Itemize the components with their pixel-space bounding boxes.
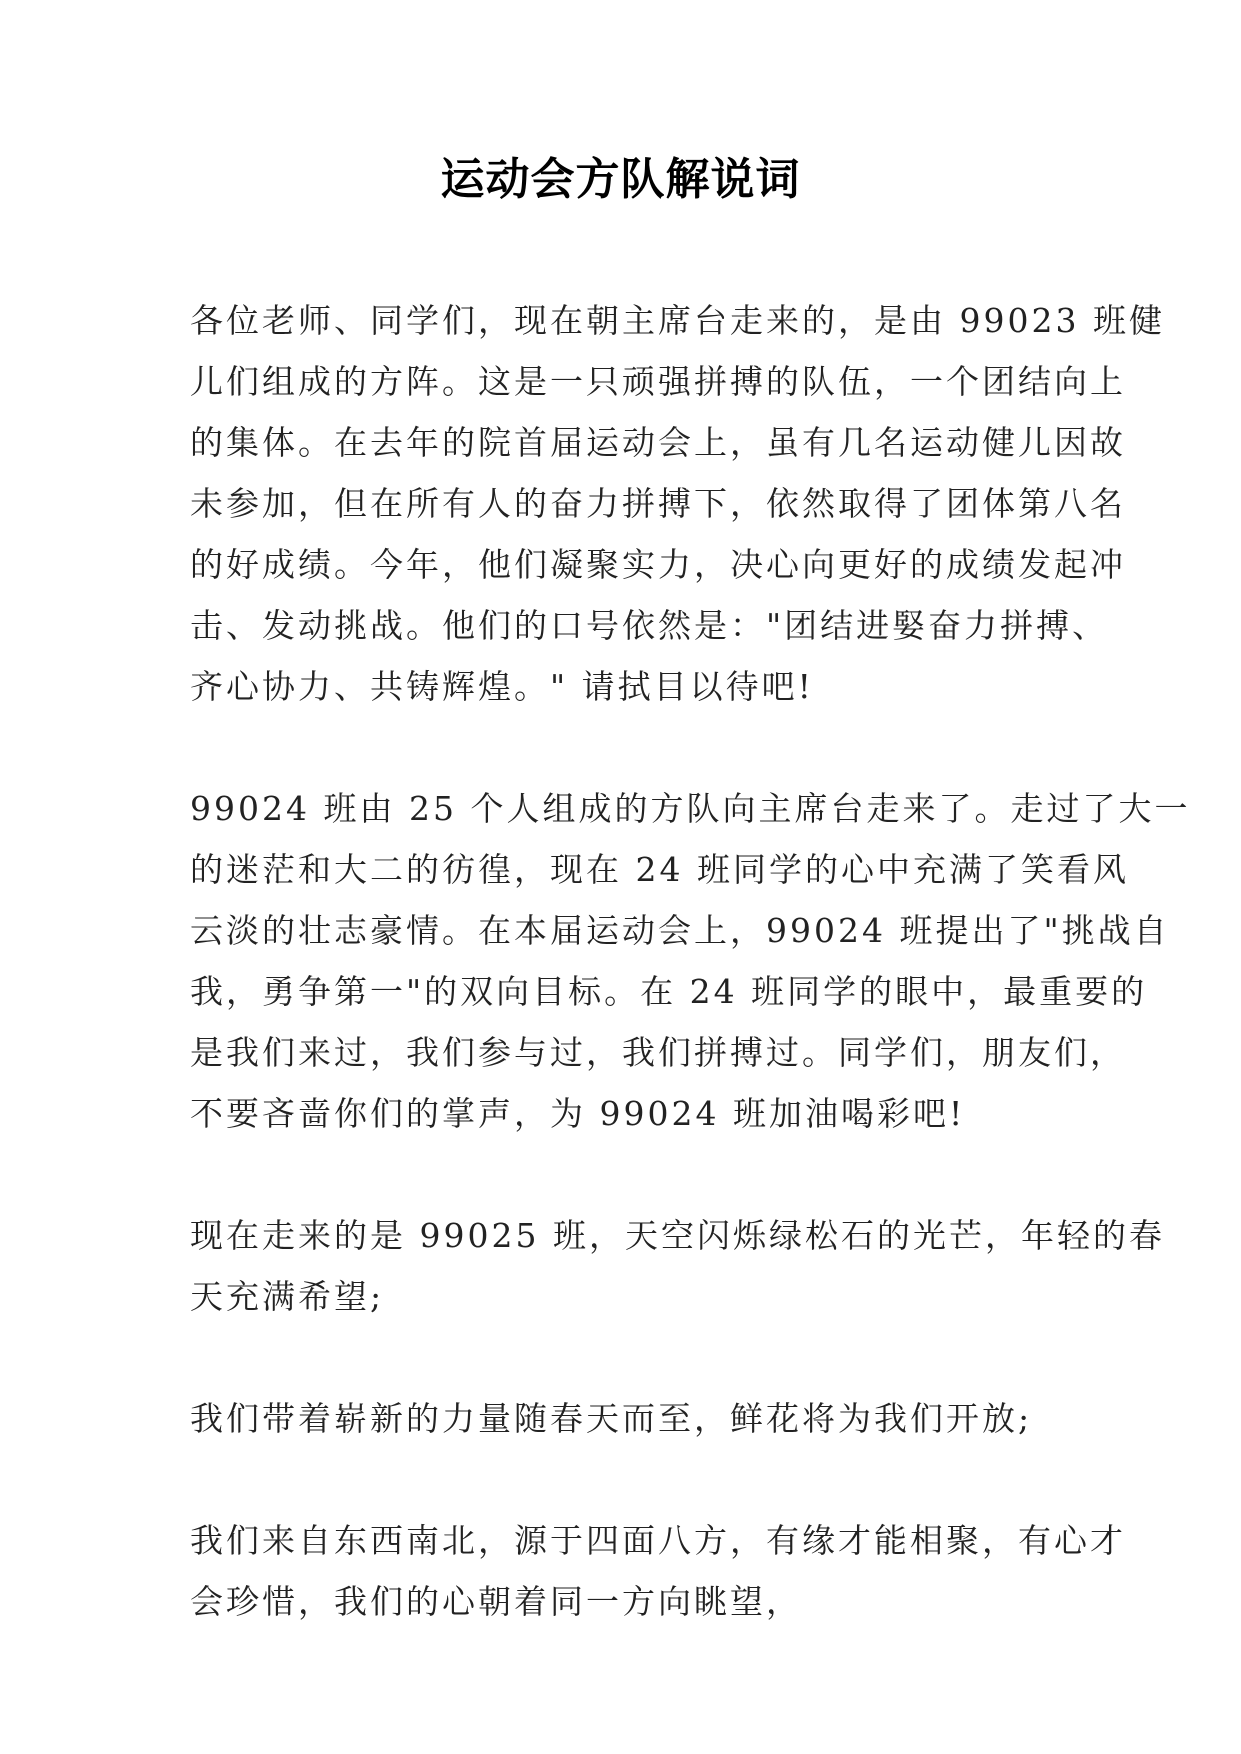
paragraph-line: 击、发动挑战。他们的口号依然是："团结进婜奋力拼搏、 — [190, 606, 1109, 645]
paragraph-line: 我们带着崭新的力量随春天而至，鲜花将为我们开放; — [190, 1399, 1033, 1438]
document-body — [190, 290, 1191, 1693]
paragraph-line: 儿们组成的方阵。这是一只顽强拼搏的队伍，一个团结向上 — [190, 362, 1126, 401]
paragraph-line: 我，勇争第一"的双向目标。在 24 班同学的眼中，最重要的 — [190, 972, 1148, 1011]
paragraph-line: 是我们来过，我们参与过，我们拼搏过。同学们，朋友们， — [190, 1033, 1126, 1072]
paragraph-5 — [190, 1510, 1126, 1632]
paragraph-1 — [190, 290, 1165, 717]
paragraph-line: 的好成绩。今年，他们凝聚实力，决心向更好的成绩发起冲 — [190, 545, 1126, 584]
paragraph-line: 各位老师、同学们，现在朝主席台走来的，是由 99023 班健 — [190, 301, 1165, 340]
paragraph-line: 的集体。在去年的院首届运动会上，虽有几名运动健儿因故 — [190, 423, 1126, 462]
paragraph-line: 未参加，但在所有人的奋力拼搏下，依然取得了团体第八名 — [190, 484, 1126, 523]
document-title: 运动会方队解说词 — [440, 154, 801, 205]
paragraph-line: 天充满希望; — [190, 1277, 385, 1316]
paragraph-3 — [190, 1205, 1165, 1327]
paragraph-line: 云淡的壮志豪情。在本届运动会上，99024 班提出了"挑战自 — [190, 911, 1170, 950]
paragraph-line: 我们来自东西南北，源于四面八方，有缘才能相聚，有心才 — [190, 1521, 1126, 1560]
paragraph-4 — [190, 1388, 1070, 1449]
paragraph-2 — [190, 778, 1191, 1144]
paragraph-line: 现在走来的是 99025 班，天空闪烁绿松石的光芒，年轻的春 — [190, 1216, 1165, 1255]
paragraph-line: 不要吝啬你们的掌声，为 99024 班加油喝彩吧! — [190, 1094, 966, 1133]
paragraph-line: 齐心协力、共铸辉煌。" 请拭目以待吧! — [190, 667, 814, 706]
paragraph-line: 99024 班由 25 个人组成的方队向主席台走来了。走过了大一 — [190, 789, 1191, 828]
paragraph-line: 的迷茫和大二的彷徨，现在 24 班同学的心中充满了笑看风 — [190, 850, 1129, 889]
paragraph-line: 会珍惜，我们的心朝着同一方向眺望， — [190, 1582, 802, 1621]
